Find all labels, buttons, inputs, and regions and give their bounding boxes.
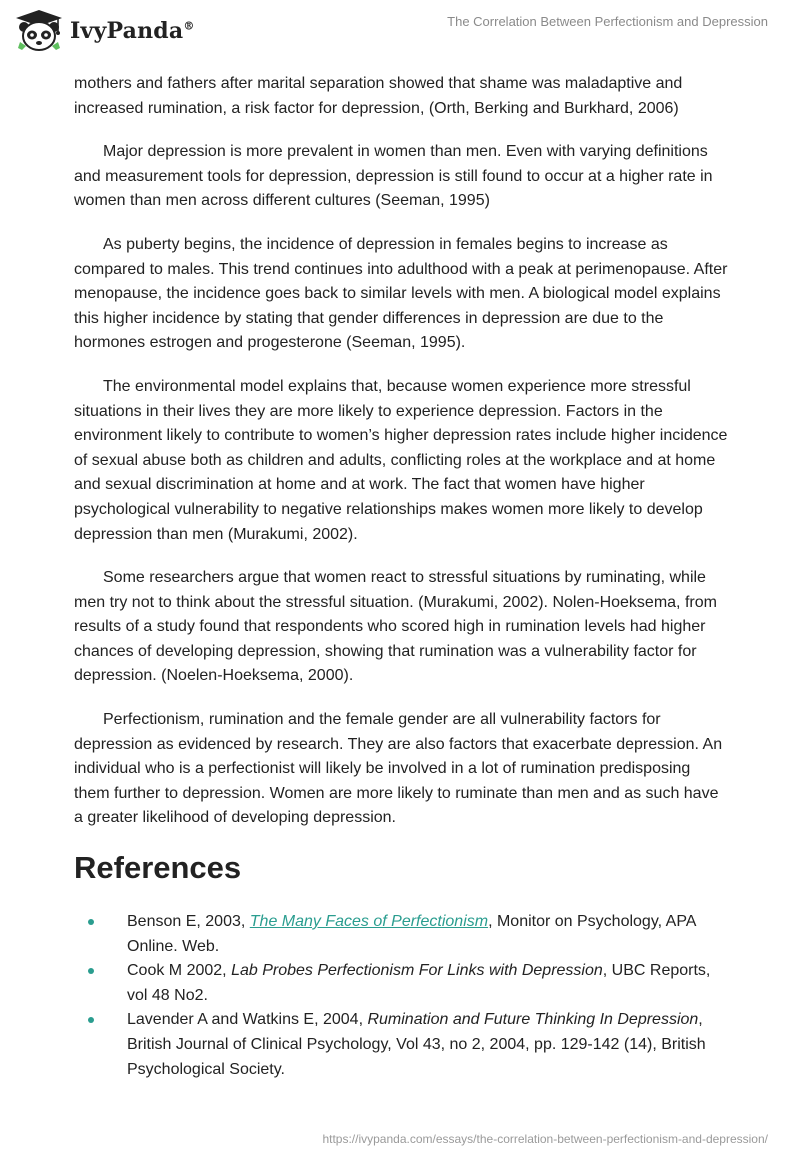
references-list bbox=[74, 910, 728, 1082]
bullet-icon bbox=[88, 919, 94, 925]
bullet-icon bbox=[88, 968, 94, 974]
page-header bbox=[0, 0, 800, 70]
paragraph: Some researchers argue that women react to stressful situations by ruminating, while men try not to think about the stressful situation. (Murakumi, 2002). Nolen-Hoeksema, from results of a study found that respondents who scored high in rumination levels had higher chances of developing depression, showing that rumination was a vulnerability factor for depression. (Noelen-Hoeksema, 2000). bbox=[74, 569, 717, 685]
paragraph: mothers and fathers after marital separation showed that shame was maladaptive and increased rumination, a risk factor for depression, (Orth, Berking and Burkhard, 2006) bbox=[74, 75, 683, 117]
reference-item: Benson E, 2003, The Many Faces of Perfectionism, Monitor on Psychology, APA Online. Web. bbox=[74, 910, 728, 959]
document-title: The Correlation Between Perfectionism and Depression bbox=[447, 14, 768, 29]
reference-link[interactable]: The Many Faces of Perfectionism bbox=[249, 913, 489, 931]
ivypanda-logo[interactable] bbox=[14, 8, 195, 54]
reference-item: Lavender A and Watkins E, 2004, Rumination and Future Thinking In Depression, British Journal of Clinical Psychology, Vol 43, no 2, 2004, pp. 129-142 (14), British Psychological Society. bbox=[74, 1008, 728, 1082]
paragraph: The environmental model explains that, because women experience more stressful situations in their lives they are more likely to experience depression. Factors in the environment likely to contribute to women’s higher depression rates include higher incidence of sexual abuse both as children and adults, conflicting roles at the workplace and at home and sexual discrimination at home and at work. The fact that women have higher psychological vulnerability to negative relationships makes women more likely to develop depression than men (Murakumi, 2002). bbox=[74, 377, 728, 543]
reference-item: Cook M 2002, Lab Probes Perfectionism For Links with Depression, UBC Reports, vol 48 No2. bbox=[74, 959, 728, 1008]
paragraph: Perfectionism, rumination and the female gender are all vulnerability factors for depression as evidenced by research. They are also factors that exacerbate depression. An individual who is a perfectionist will likely be involved in a lot of rumination predisposing them further to depression. Women are more likely to ruminate than men and as such have a greater likelihood of developing depression. bbox=[74, 711, 723, 827]
paragraph: Major depression is more prevalent in women than men. Even with varying definitions and measurement tools for depression, depression is still found to occur at a higher rate in women than men across different cultures (Seeman, 1995) bbox=[74, 143, 713, 210]
source-url: https://ivypanda.com/essays/the-correlation-between-perfectionism-and-depression/ bbox=[322, 1132, 768, 1146]
brand-name: IvyPanda® bbox=[70, 18, 195, 44]
essay-body bbox=[74, 72, 728, 1082]
references-heading: References bbox=[74, 850, 242, 886]
bullet-icon bbox=[88, 1017, 94, 1023]
paragraph: As puberty begins, the incidence of depression in females begins to increase as compared to males. This trend continues into adulthood with a peak at perimenopause. After menopause, the incidence goes back to similar levels with men. A biological model explains this higher incidence by stating that gender differences in depression are due to the hormones estrogen and progesterone (Seeman, 1995). bbox=[74, 235, 728, 352]
panda-logo-icon bbox=[14, 8, 64, 54]
